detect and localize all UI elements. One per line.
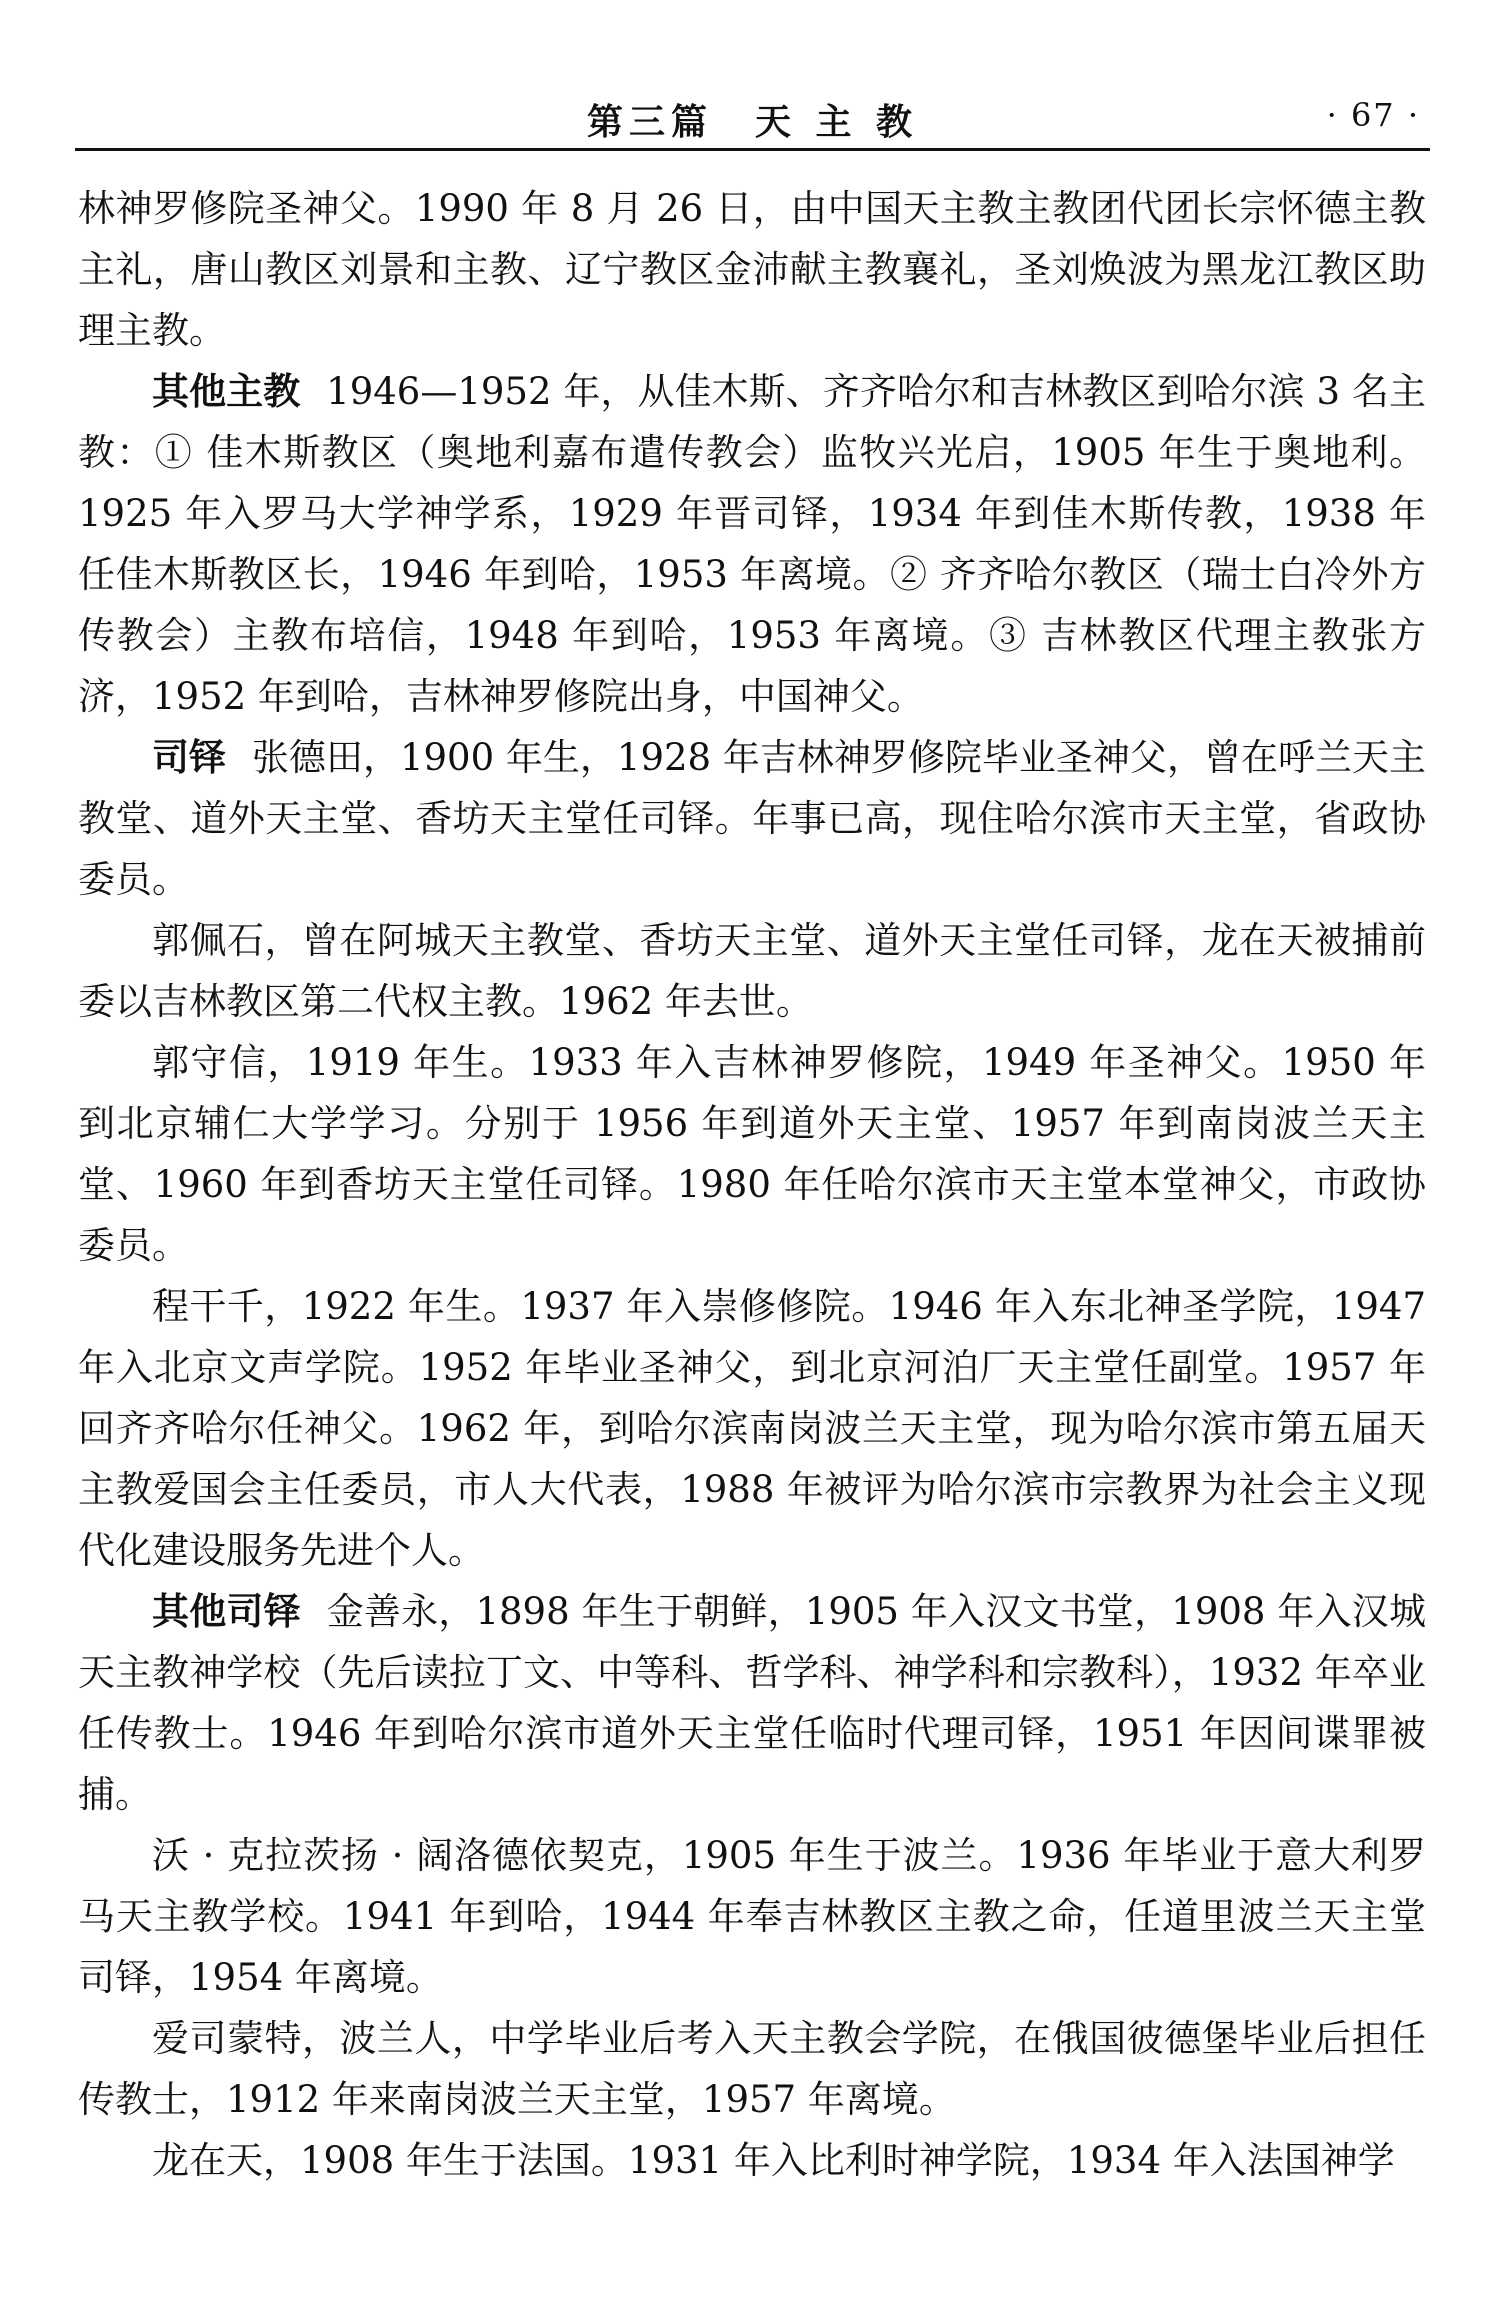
body-text [78, 178, 1426, 2191]
paragraph [78, 361, 1426, 727]
entry-term: 其他主教 [152, 370, 301, 413]
section-title: 第三篇 天 主 教 [586, 102, 919, 143]
paragraph-text: 林神罗修院圣神父。1990 年 8 月 26 日，由中国天主教主教团代团长宗怀德主教主礼，唐山教区刘景和主教、辽宁教区金沛献主教襄礼，圣刘焕波为黑龙江教区助理主教。 [78, 187, 1426, 352]
paragraph [78, 727, 1426, 910]
paragraph [78, 910, 1426, 1032]
paragraph [78, 178, 1426, 361]
paragraph-text: 郭守信，1919 年生。1933 年入吉林神罗修院，1949 年圣神父。1950 年到北京辅仁大学学习。分别于 1956 年到道外天主堂、1957 年到南岗波兰天主堂、1960 年到香坊天主堂任司铎。1980 年任哈尔滨市天主堂本堂神父，市政协委员。 [78, 1041, 1426, 1267]
entry-term: 司铎 [152, 736, 227, 779]
paragraph [78, 2008, 1426, 2130]
paragraph-text: 沃 · 克拉茨扬 · 阔洛德依契克，1905 年生于波兰。1936 年毕业于意大利罗马天主教学校。1941 年到哈，1944 年奉吉林教区主教之命，任道里波兰天主堂司铎，1954 年离境。 [78, 1834, 1426, 1999]
paragraph-text: 张德田，1900 年生，1928 年吉林神罗修院毕业圣神父，曾在呼兰天主教堂、道外天主堂、香坊天主堂任司铎。年事已高，现住哈尔滨市天主堂，省政协委员。 [78, 736, 1426, 901]
entry-term: 其他司铎 [152, 1590, 301, 1633]
paragraph-text: 程干千，1922 年生。1937 年入崇修修院。1946 年入东北神圣学院，1947 年入北京文声学院。1952 年毕业圣神父，到北京河泊厂天主堂任副堂。1957 年回齐齐哈尔任神父。1962 年，到哈尔滨南岗波兰天主堂，现为哈尔滨市第五届天主教爱国会主任委员，市人大代表，1988 年被评为哈尔滨市宗教界为社会主义现代化建设服务先进个人。 [78, 1285, 1426, 1572]
paragraph-text: 龙在天，1908 年生于法国。1931 年入比利时神学院，1934 年入法国神学 [152, 2139, 1395, 2182]
paragraph [78, 1276, 1426, 1581]
paragraph-text: 1946—1952 年，从佳木斯、齐齐哈尔和吉林教区到哈尔滨 3 名主教：① 佳木斯教区（奥地利嘉布遣传教会）监牧兴光启，1905 年生于奥地利。1925 年入罗马大学神学系，1929 年晋司铎，1934 年到佳木斯传教，1938 年任佳木斯教区长，1946 年到哈，1953 年离境。② 齐齐哈尔教区（瑞士白冷外方传教会）主教布培信，1948 年到哈，1953 年离境。③ 吉林教区代理主教张方济，1952 年到哈，吉林神罗修院出身，中国神父。 [78, 370, 1426, 718]
paragraph [78, 1581, 1426, 1825]
paragraph-text: 爱司蒙特，波兰人，中学毕业后考入天主教会学院，在俄国彼德堡毕业后担任传教士，1912 年来南岗波兰天主堂，1957 年离境。 [78, 2017, 1426, 2121]
page-number: · 67 · [1326, 96, 1420, 134]
paragraph-text: 金善永，1898 年生于朝鲜，1905 年入汉文书堂，1908 年入汉城天主教神学校（先后读拉丁文、中等科、哲学科、神学科和宗教科），1932 年卒业任传教士。1946 年到哈尔滨市道外天主堂任临时代理司铎，1951 年因间谍罪被捕。 [78, 1590, 1426, 1816]
paragraph-text: 郭佩石，曾在阿城天主教堂、香坊天主堂、道外天主堂任司铎，龙在天被捕前委以吉林教区第二代权主教。1962 年去世。 [78, 919, 1426, 1023]
paragraph [78, 1825, 1426, 2008]
paragraph [78, 1032, 1426, 1276]
header-divider [75, 148, 1430, 151]
running-header [75, 88, 1430, 146]
paragraph [78, 2130, 1426, 2191]
